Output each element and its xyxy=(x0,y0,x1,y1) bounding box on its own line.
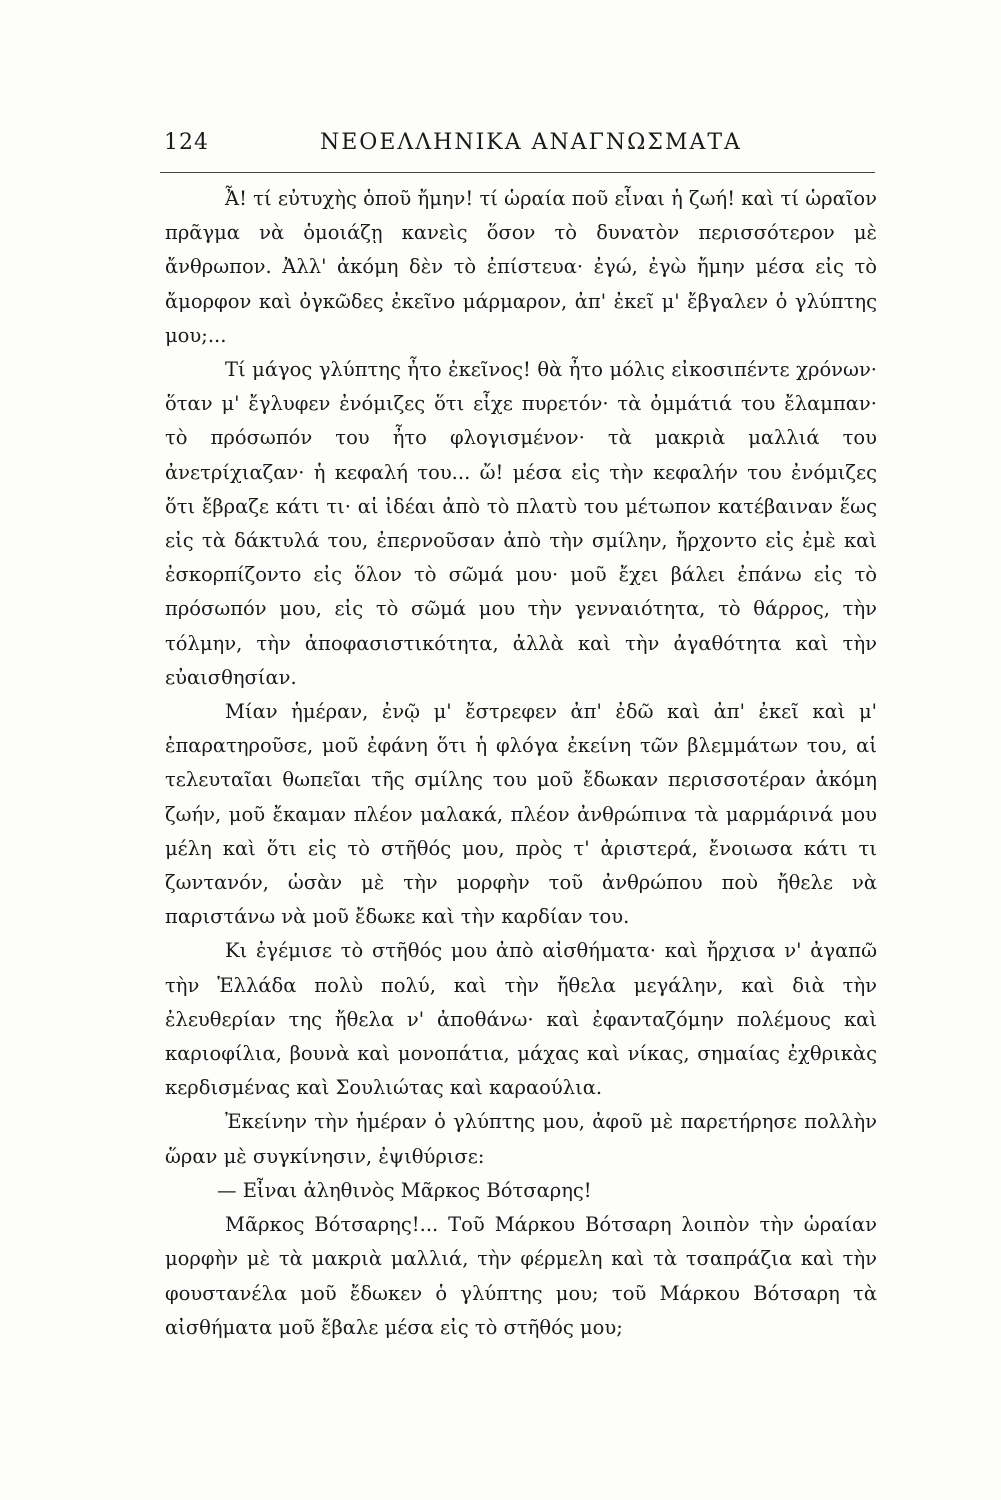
dialogue-line: — Εἶναι ἀληθινὸς Μᾶρκος Βότσαρης! xyxy=(217,1178,592,1202)
running-title: ΝΕΟΕΛΛΗΝΙΚΑ ΑΝΑΓΝΩΣΜΑΤΑ xyxy=(320,130,742,155)
paragraph-final: Μᾶρκος Βότσαρης!... Τοῦ Μάρκου Βότσαρη λοιπὸν τὴν ὡραίαν μορφὴν μὲ τὰ μακριὰ μαλλιά, τὴν φέρμελη καὶ τὰ τσαπράζια καὶ τὴν φουστανέλα μοῦ ἔδωκεν ὁ γλύπτης μου; τοῦ Μάρκου Βότσαρη τὰ αἰσθήματα μοῦ ἔβαλε μέσα εἰς τὸ στῆθός μου; xyxy=(165,1213,877,1339)
header-rule xyxy=(160,172,875,173)
paragraph-2: Τί μάγος γλύπτης ἦτο ἐκεῖνος! θὰ ἦτο μόλις εἰκοσιπέντε χρόνων· ὅταν μ' ἔγλυφεν ἐνόμιζες ὅτι εἶχε πυρετόν· τὰ ὀμμάτιά του ἔλαμπαν· τὸ πρόσωπόν του ἦτο φλογισμένον· τὰ μακριὰ μαλλιά του ἀνετρίχιαζαν· ἡ κεφαλή του... ὤ! μέσα εἰς τὴν κεφαλήν του ἐνόμιζες ὅτι ἔβραζε κάτι τι· αἱ ἰδέαι ἀπὸ τὸ πλατὺ του μέτωπον κατέβαιναν ἕως εἰς τὰ δάκτυλά του, ἐπερνοῦσαν ἀπὸ τὴν σμίλην, ἤρχοντο εἰς ἐμὲ καὶ ἐσκορπίζοντο εἰς ὅλον τὸ σῶμά μου· μοῦ ἔχει βάλει ἐπάνω εἰς τὸ πρόσωπόν μου, εἰς τὸ σῶμά μου τὴν γενναιότητα, τὸ θάρρος, τὴν τόλμην, τὴν ἀποφασιστικότητα, ἀλλὰ καὶ τὴν ἀγαθότητα καὶ τὴν εὐαισθησίαν. xyxy=(165,358,877,689)
page-header xyxy=(160,122,875,162)
paragraph-3: Μίαν ἡμέραν, ἐνῷ μ' ἔστρεφεν ἀπ' ἐδῶ καὶ ἀπ' ἐκεῖ καὶ μ' ἐπαρατηροῦσε, μοῦ ἐφάνη ὅτι ἡ φλόγα ἐκείνη τῶν βλεμμάτων του, αἱ τελευταῖαι θωπεῖαι τῆς σμίλης του μοῦ ἔδωκαν περισσοτέραν ἀκόμη ζωήν, μοῦ ἔκαμαν πλέον μαλακά, πλέον ἀνθρώπινα τὰ μαρμάρινά μου μέλη καὶ ὅτι εἰς τὸ στῆθός μου, πρὸς τ' ἀριστερά, ἔνοιωσα κάτι τι ζωντανόν, ὡσὰν μὲ τὴν μορφὴν τοῦ ἀνθρώπου ποὺ ἤθελε νὰ παριστάνω νὰ μοῦ ἔδωκε καὶ τὴν καρδίαν του. xyxy=(165,700,877,929)
page-number: 124 xyxy=(164,130,209,155)
paragraph-5: Ἐκείνην τὴν ἡμέραν ὁ γλύπτης μου, ἀφοῦ μὲ παρετήρησε πολλὴν ὥραν μὲ συγκίνησιν, ἐψιθύρισε: xyxy=(165,1110,877,1168)
text-body xyxy=(165,182,877,1345)
paragraph-4: Κι ἐγέμισε τὸ στῆθός μου ἀπὸ αἰσθήματα· καὶ ἤρχισα ν' ἀγαπῶ τὴν Ἑλλάδα πολὺ πολύ, καὶ τὴν ἤθελα μεγάλην, καὶ διὰ τὴν ἐλευθερίαν της ἤθελα ν' ἀποθάνω· καὶ ἐφανταζόμην πολέμους καὶ καριοφίλια, βουνὰ καὶ μονοπάτια, μάχας καὶ νίκας, σημαίας ἐχθρικὰς κερδισμένας καὶ Σουλιώτας καὶ καραούλια. xyxy=(165,939,877,1100)
paragraph-1: Ἆ! τί εὐτυχὴς ὁποῦ ἤμην! τί ὡραία ποῦ εἶναι ἡ ζωή! καὶ τί ὡραῖον πρᾶγμα νὰ ὁμοιάζῃ κανεὶς ὅσον τὸ δυνατὸν περισσότερον μὲ ἄνθρωπον. Ἀλλ' ἀκόμη δὲν τὸ ἐπίστευα· ἐγώ, ἐγὼ ἤμην μέσα εἰς τὸ ἄμορφον καὶ ὀγκῶδες ἐκεῖνο μάρμαρον, ἀπ' ἐκεῖ μ' ἔβγαλεν ὁ γλύπτης μου;... xyxy=(165,187,877,347)
